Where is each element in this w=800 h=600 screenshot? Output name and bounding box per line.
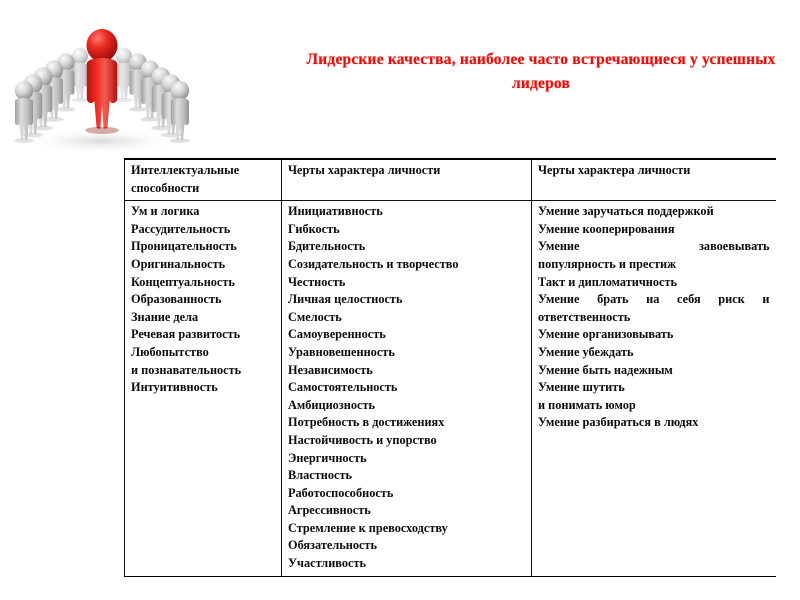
table-cell-personality-traits-2 xyxy=(532,201,776,576)
quality-item: Инициативность xyxy=(288,204,383,219)
quality-item: и познавательность xyxy=(131,362,242,377)
table-header-row xyxy=(125,159,776,201)
quality-item: Властность xyxy=(288,468,352,483)
quality-item: Смелость xyxy=(288,309,342,324)
quality-item: Умение кооперирования xyxy=(538,221,675,236)
quality-item: Речевая развитость xyxy=(131,327,241,342)
quality-item: Созидательность и творчество xyxy=(288,256,459,271)
slide-title: Лидерские качества, наиболее часто встречающиеся у успешных лидеров xyxy=(306,51,776,92)
table-cell-intellectual-abilities xyxy=(125,201,282,576)
qualities-list-traits-1 xyxy=(288,203,525,572)
quality-item: Бдительность xyxy=(288,239,366,254)
table-header-cell-traits-1 xyxy=(282,159,532,201)
quality-item: Рассудительность xyxy=(131,221,231,236)
quality-item: Знание дела xyxy=(131,309,199,324)
quality-item: Любопытство xyxy=(131,344,209,359)
quality-item: Агрессивность xyxy=(288,503,371,518)
table-header-cell-traits-2 xyxy=(532,159,776,201)
quality-item: Обязательность xyxy=(288,538,377,553)
quality-item: Личная целостность xyxy=(288,292,403,307)
quality-item: Независимость xyxy=(288,362,373,377)
quality-item: Умение брать на себя риск и xyxy=(538,292,770,307)
quality-item: Уравновешенность xyxy=(288,344,395,359)
quality-item: Проницательность xyxy=(131,239,237,254)
quality-item: Умение убеждать xyxy=(538,344,634,359)
table-header-cell-intellectual xyxy=(125,159,282,201)
quality-item: Честность xyxy=(288,274,346,289)
quality-item: Потребность в достижениях xyxy=(288,415,445,430)
quality-item: Умение шутить xyxy=(538,380,625,395)
quality-item: Умение организовывать xyxy=(538,327,674,342)
header-label: Черты характера личности xyxy=(538,163,691,177)
quality-item: Самоуверенность xyxy=(288,327,386,342)
quality-item: популярность и престиж xyxy=(538,256,677,271)
leadership-qualities-table xyxy=(124,158,776,577)
table-body-row xyxy=(125,201,776,576)
quality-item: Энергичность xyxy=(288,450,367,465)
leadership-crowd-illustration xyxy=(14,2,190,157)
quality-item: Образованность xyxy=(131,292,222,307)
quality-item: Умение быть надежным xyxy=(538,362,673,377)
quality-item: Умение заручаться поддержкой xyxy=(538,204,714,219)
header-label: Черты характера личности xyxy=(288,163,441,177)
quality-item: Гибкость xyxy=(288,221,340,236)
header-label: Интеллектуальные способности xyxy=(131,163,240,195)
quality-item: Работоспособность xyxy=(288,485,394,500)
quality-item: Ум и логика xyxy=(131,204,200,219)
quality-item: Настойчивость и упорство xyxy=(288,432,437,447)
qualities-list-traits-2 xyxy=(538,203,770,432)
quality-item: Участливость xyxy=(288,556,366,571)
table-cell-personality-traits-1 xyxy=(282,201,532,576)
quality-item: Умение разбираться в людях xyxy=(538,415,699,430)
quality-item: Самостоятельность xyxy=(288,380,398,395)
quality-item: Стремление к превосходству xyxy=(288,520,448,535)
quality-item: Оригинальность xyxy=(131,256,226,271)
quality-item: ответственность xyxy=(538,309,631,324)
quality-item: Такт и дипломатичность xyxy=(538,274,678,289)
quality-item: и понимать юмор xyxy=(538,397,636,412)
quality-item: Амбициозность xyxy=(288,397,375,412)
quality-item: Умение завоевывать xyxy=(538,239,770,254)
quality-item: Концептуальность xyxy=(131,274,235,289)
qualities-list-intellectual xyxy=(131,203,275,397)
quality-item: Интуитивность xyxy=(131,380,218,395)
